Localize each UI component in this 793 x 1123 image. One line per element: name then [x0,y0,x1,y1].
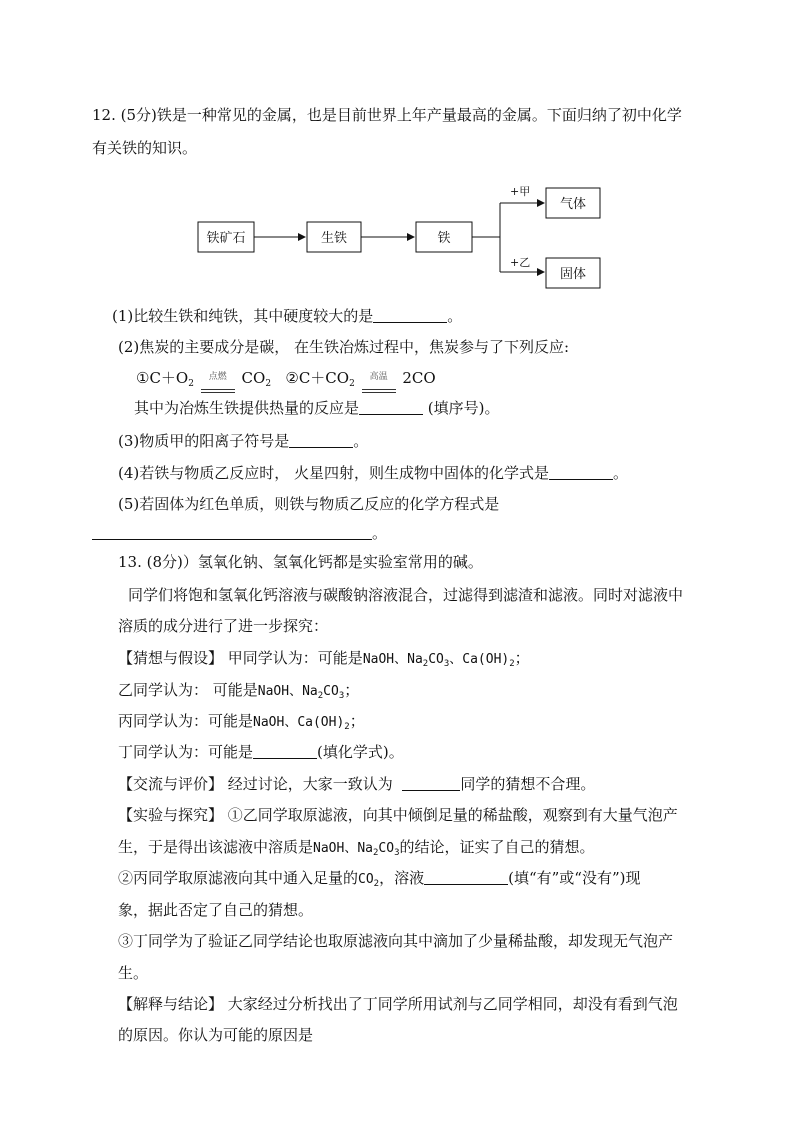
q12-header-cont: 有关铁的知识。 [92,139,198,157]
answer-blank-7[interactable] [402,775,460,791]
label-plus-yi: +乙 [510,256,531,269]
answer-blank-5[interactable] [92,524,372,540]
q13-guess-ding: 丁同学认为：可能是 (填化学式)。 [118,743,404,761]
q13-evaluation: 【交流与评价】 经过讨论，大家一致认为 同学的猜想不合理。 [118,775,596,793]
box-iron-ore-label: 铁矿石 [206,231,246,246]
label-plus-jia: +甲 [510,185,531,198]
q12-part5: (5)若固体为红色单质，则铁与物质乙反应的化学方程式是 [118,495,500,513]
q13-experiment-2-cont: 象，据此否定了自己的猜想。 [118,901,314,919]
answer-blank-6[interactable] [253,743,317,759]
q12-part2b: 其中为冶炼生铁提供热量的反应是 (填序号)。 [134,399,500,417]
q13-intro-cont: 溶质的成分进行了进一步探究： [118,617,329,635]
answer-blank-4[interactable] [549,464,613,480]
q13-conclusion: 【解释与结论】 大家经过分析找出了丁同学所用试剂与乙同学相同，却没有看到气泡 [118,995,678,1013]
q12-part4: (4)若铁与物质乙反应时， 火星四射，则生成物中固体的化学式是 。 [118,464,629,482]
answer-blank-2[interactable] [359,399,423,415]
q13-experiment-1-cont: 生，于是得出该滤液中溶质是NaOH、$Na_2CO_3$的结论，证实了自己的猜想。 [118,838,595,858]
answer-blank-1[interactable] [373,307,447,323]
box-gas-label: 气体 [559,197,587,212]
q13-experiment-3: ③丁同学为了验证乙同学结论也取原滤液向其中滴加了少量稀盐酸，却发现无气泡产 [118,932,674,950]
q12-part1: (1)比较生铁和纯铁，其中硬度较大的是 。 [112,307,463,325]
q13-guess-jia: 【猜想与假设】 甲同学认为：可能是NaOH、$Na_2CO_3$、$Ca(OH)_2$； [118,649,530,669]
q13-guess-bing: 丙同学认为：可能是NaOH、$Ca(OH)_2$； [118,712,365,732]
q12-part2: (2)焦炭的主要成分是碳， 在生铁冶炼过程中，焦炭参与了下列反应: [118,338,570,356]
q13-guess-yi: 乙同学认为： 可能是NaOH、$Na_2CO_3$； [118,681,360,701]
box-iron-label: 铁 [437,231,451,246]
q12-part5-answer: 。 [92,522,387,544]
q12-part3: (3)物质甲的阳离子符号是 。 [118,432,369,450]
equation-1: $①C+O_2$ 点燃 $CO_2$ [136,369,276,387]
q12-header: 12. (5分)铁是一种常见的金属，也是目前世界上年产量最高的金属。下面归纳了初中化学 [92,106,682,124]
q13-experiment-2: ②丙同学取原滤液向其中通入足量的$CO_2$，溶液 (填“有”或“没有”)现 [118,869,641,889]
q12-equations [136,366,436,395]
answer-blank-8[interactable] [424,869,508,885]
q13-experiment-1: 【实验与探究】 ①乙同学取原滤液，向其中倾倒足量的稀盐酸，观察到有大量气泡产 [118,806,678,824]
iron-flow-diagram [190,178,610,293]
q13-intro: 同学们将饱和氢氧化钙溶液与碳酸钠溶液混合，过滤得到滤渣和滤液。同时对滤液中 [128,586,684,604]
answer-blank-3[interactable] [289,432,353,448]
box-solid-label: 固体 [559,267,587,282]
equation-2: $②C+CO_2$ 高温 2CO [285,369,435,387]
q13-header: 13. (8分)）氢氧化钠、氢氧化钙都是实验室常用的碱。 [118,553,483,571]
box-pig-iron-label: 生铁 [320,231,348,246]
q13-experiment-3-cont: 生。 [118,964,149,982]
q13-conclusion-cont: 的原因。你认为可能的原因是 [118,1026,314,1044]
